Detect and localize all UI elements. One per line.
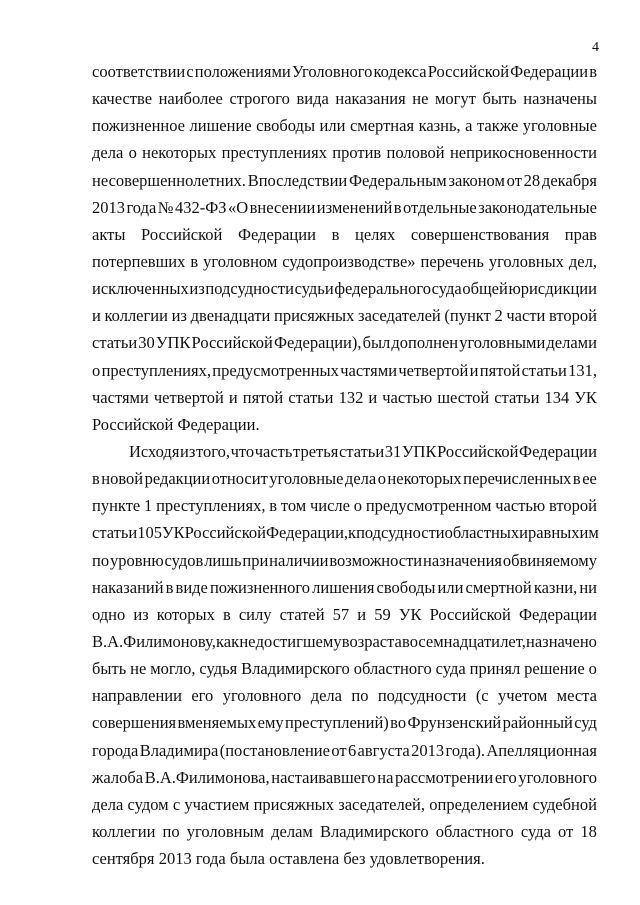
text-word: несовершеннолетних. (92, 170, 246, 190)
text-word: обвиняемому (502, 550, 597, 570)
text-line (92, 574, 597, 601)
text-word: предусмотренном (365, 496, 492, 516)
text-word: Владимирского (319, 821, 429, 841)
text-line (92, 411, 597, 438)
text-word: была (229, 849, 265, 869)
text-word: и (228, 387, 238, 407)
text-word: В.А.Филимонова, (144, 767, 270, 787)
text-word: по (162, 821, 180, 841)
text-word: изменений (316, 197, 393, 217)
text-word: 432-ФЗ (174, 197, 227, 217)
text-word: присяжных (253, 794, 334, 814)
text-word: судьи (294, 279, 334, 299)
text-line (92, 194, 597, 221)
text-word: 57 (332, 604, 350, 624)
text-word: жалоба (92, 767, 144, 787)
text-word: статьи (521, 360, 567, 380)
text-line (92, 601, 597, 628)
text-word: четвертой (153, 387, 224, 407)
text-word: лишь (204, 550, 242, 570)
text-word: 132 (338, 387, 364, 407)
text-word: половой (386, 143, 445, 163)
text-word: Российской (429, 604, 511, 624)
text-word: наличии (269, 550, 329, 570)
text-line (92, 764, 597, 791)
text-word: двенадцати (190, 306, 271, 326)
text-word: качестве (92, 89, 153, 109)
text-word: оставлена (269, 849, 340, 869)
text-word: статей (279, 604, 325, 624)
text-word: перечень (420, 251, 484, 271)
text-word: настаивавшего (271, 767, 376, 787)
text-word: Фрунзенский (407, 713, 502, 733)
text-word: частью (382, 387, 433, 407)
text-word: преступлениях, (101, 360, 211, 380)
text-word: Федерации (518, 604, 597, 624)
text-word: областного (435, 821, 514, 841)
text-word: в (222, 604, 231, 624)
text-word: областных (444, 523, 520, 543)
text-line (92, 357, 597, 384)
text-word: подсудности (356, 523, 445, 543)
text-line (92, 139, 597, 166)
text-word: Федерации (510, 62, 589, 81)
text-word: с (186, 62, 194, 81)
text-word: областного (353, 659, 432, 679)
text-word: как (216, 631, 240, 651)
text-word: числе (309, 496, 350, 516)
text-word: пятой (479, 360, 521, 380)
text-word: о (353, 496, 363, 516)
text-line (92, 547, 597, 574)
text-word: в (92, 469, 100, 489)
text-word: отдельные (402, 197, 477, 217)
text-word: 18 (580, 821, 597, 841)
text-word: к (348, 523, 357, 543)
text-word: кодекса (373, 62, 427, 81)
text-word: некоторых (387, 469, 462, 489)
text-word: уголовные (269, 469, 344, 489)
text-word: Федерации, (265, 523, 349, 543)
text-word: а (465, 116, 473, 136)
text-word: 30 (138, 333, 155, 353)
text-word: пожизненного (209, 577, 311, 597)
text-word: предусмотренных (212, 360, 339, 380)
text-word: от (506, 170, 522, 190)
text-word: определением (429, 794, 529, 814)
text-word: третья (293, 441, 339, 461)
text-word: 2 (494, 306, 503, 326)
text-word: удовлетворения. (369, 849, 485, 869)
text-word: подсудности (377, 686, 467, 706)
text-word: акты (92, 224, 126, 244)
page-number: 4 (592, 40, 599, 55)
text-word: в (589, 62, 597, 81)
text-word: делами (546, 333, 597, 353)
text-word: УПК (401, 441, 437, 461)
text-word: ее (582, 469, 597, 489)
text-word: уголовного (222, 686, 302, 706)
text-word: в (393, 197, 402, 217)
text-word: суда (431, 279, 462, 299)
text-word: или (437, 577, 464, 597)
text-word: потерпевших (92, 251, 186, 271)
text-word: назначены (523, 89, 597, 109)
text-word: законом (448, 170, 505, 190)
text-word: о (92, 360, 101, 380)
text-word: смертной (465, 577, 532, 597)
text-word: и (368, 387, 378, 407)
text-word: и (92, 306, 101, 326)
text-word: федерального (334, 279, 431, 299)
text-line (92, 737, 597, 764)
text-line (92, 384, 597, 411)
text-line (92, 682, 597, 709)
text-word: совершения (92, 713, 177, 733)
text-word: статьи (288, 387, 334, 407)
text-word: лишение (189, 116, 252, 136)
text-word: пятой (242, 387, 284, 407)
text-word: новой (101, 469, 144, 489)
text-word: равных (527, 523, 580, 543)
text-line (92, 302, 597, 329)
text-word: свободы (376, 577, 436, 597)
text-word: положениями (194, 62, 291, 81)
text-word: делам (271, 821, 313, 841)
text-word: соответствии (92, 62, 186, 81)
text-line (92, 818, 597, 845)
text-word: 105 (137, 523, 162, 543)
text-word: был (362, 333, 391, 353)
text-line (92, 58, 597, 85)
text-word: 31 (384, 441, 402, 461)
text-word: лет, (500, 631, 526, 651)
text-word: достигшему (255, 631, 342, 651)
text-word: Российской (141, 224, 223, 244)
text-line (92, 221, 597, 248)
text-word: Российской (92, 414, 174, 434)
text-line (92, 112, 597, 139)
text-word: Российской (191, 333, 273, 353)
text-line (92, 492, 597, 519)
text-word: из (189, 279, 205, 299)
text-line (92, 791, 597, 818)
text-word: от (558, 821, 574, 841)
text-word: Российской (437, 441, 519, 461)
text-word: части (506, 306, 546, 326)
text-word: в (269, 496, 278, 516)
text-word: Впоследствии (247, 170, 348, 190)
text-word: наказания (335, 89, 406, 109)
text-word: в (190, 251, 199, 271)
text-word: коллегии (92, 821, 156, 841)
text-word: по (351, 686, 369, 706)
text-word: Исходя (129, 441, 180, 461)
text-word: законодательные (478, 197, 597, 217)
text-word: года (195, 849, 226, 869)
text-word: относит (211, 469, 268, 489)
text-word: УПК (155, 333, 191, 353)
text-word: уголовным (186, 821, 265, 841)
text-word: некоторых (142, 143, 217, 163)
text-word: Владимира (139, 740, 219, 760)
text-word: дела (92, 143, 124, 163)
text-word: его (191, 686, 214, 706)
text-word: судья (199, 659, 238, 679)
text-word: направлении (92, 686, 182, 706)
text-word: года). (445, 740, 485, 760)
text-word: сентября (92, 849, 155, 869)
text-word: заседателей (358, 306, 441, 326)
text-word: дел, (568, 251, 597, 271)
text-word: уголовном (203, 251, 278, 271)
text-word: что (230, 441, 255, 461)
text-word: против (332, 143, 382, 163)
text-word: дела (92, 794, 124, 814)
text-word: по (92, 550, 110, 570)
text-word: года (126, 197, 157, 217)
text-word: Федерации (519, 441, 597, 461)
text-word: подсудности (205, 279, 294, 299)
text-word: судебной (532, 794, 597, 814)
text-word: им (579, 523, 599, 543)
text-word: шестой (437, 387, 490, 407)
text-word: не (239, 631, 256, 651)
text-line (92, 438, 597, 465)
text-word: Российской (184, 523, 266, 543)
text-line (92, 519, 597, 546)
text-word: без (343, 849, 366, 869)
text-word: его (494, 767, 517, 787)
text-word: места (556, 686, 597, 706)
text-word: судов (164, 550, 204, 570)
text-word: суд (574, 713, 597, 733)
text-word: часть (254, 441, 293, 461)
text-word: из (133, 604, 149, 624)
text-word: исключенных (92, 279, 189, 299)
text-word: которых (156, 604, 215, 624)
text-word: августа (357, 740, 410, 760)
text-word: решение (524, 659, 585, 679)
text-word: декабря (541, 170, 597, 190)
text-word: из (171, 306, 187, 326)
text-word: статьи (338, 441, 385, 461)
text-line (92, 329, 597, 356)
text-word: неприкосновенности (449, 143, 597, 163)
text-word: пункте (92, 496, 141, 516)
text-word: при (242, 550, 269, 570)
text-word: Владимирского (241, 659, 350, 679)
text-word: казни, (533, 577, 578, 597)
text-word: быть (482, 89, 517, 109)
text-word: преступлениях, (156, 496, 266, 516)
text-line (92, 167, 597, 194)
text-word: районный (502, 713, 573, 733)
text-word: целях (354, 224, 396, 244)
text-word: частями (92, 387, 149, 407)
text-word: рассмотрении (395, 767, 494, 787)
text-word: (постановление (219, 740, 330, 760)
body-text (92, 58, 597, 872)
text-word: второй (549, 496, 597, 516)
text-word: наказаний (92, 577, 164, 597)
text-word: перечисленных (463, 469, 572, 489)
text-word: силу (238, 604, 272, 624)
text-word: прав (564, 224, 597, 244)
text-word: могло, (150, 659, 196, 679)
text-word: 59 (374, 604, 391, 624)
text-word: смертная (349, 116, 415, 136)
text-word: совершенствования (410, 224, 550, 244)
text-word: статьи (92, 523, 138, 543)
text-word: четвертой (398, 360, 469, 380)
text-word: о (128, 143, 137, 163)
text-line (92, 465, 597, 492)
text-word: Уголовного (291, 62, 373, 81)
text-word: 131, (568, 360, 597, 380)
text-word: того, (195, 441, 230, 461)
text-word: и (357, 604, 367, 624)
text-word: ему (257, 713, 284, 733)
text-word: Российской (427, 62, 510, 81)
text-word: не (130, 659, 147, 679)
text-word: 2013 (158, 849, 192, 869)
text-word: дополнен (391, 333, 459, 353)
text-word: 1 (144, 496, 153, 516)
text-word: от (331, 740, 347, 760)
text-word: уголовные (522, 116, 597, 136)
text-word: 2013 (411, 740, 445, 760)
text-word: из (180, 441, 196, 461)
text-word: назначения (422, 550, 503, 570)
text-word: казнь, (418, 116, 461, 136)
text-word: суда (520, 821, 551, 841)
text-word: УК (398, 604, 422, 624)
text-word: уголовного (518, 767, 597, 787)
text-word: виде (175, 577, 208, 597)
text-word: учетом (498, 686, 548, 706)
text-line (92, 845, 597, 872)
text-word: могут (434, 89, 476, 109)
text-word: второй (549, 306, 597, 326)
text-word: 134 (544, 387, 570, 407)
text-word: участием (184, 794, 250, 814)
text-word: восемнадцати (402, 631, 500, 651)
text-word: редакции (144, 469, 211, 489)
text-word: дела (310, 686, 342, 706)
text-word: статьи (494, 387, 540, 407)
text-word: и (469, 360, 479, 380)
text-word: в (331, 224, 340, 244)
text-word: принял (469, 659, 521, 679)
text-word: 2013 (92, 197, 125, 217)
text-word: 6 (347, 740, 357, 760)
text-word: преступлениях (221, 143, 327, 163)
text-line (92, 709, 597, 736)
text-word: судопроизводстве» (282, 251, 416, 271)
text-word: или (319, 116, 346, 136)
text-word: возможности (329, 550, 423, 570)
text-word: (пункт (444, 306, 491, 326)
text-word: вменяемых (177, 713, 257, 733)
text-word: в (165, 577, 174, 597)
text-word: на (377, 767, 394, 787)
text-word: в (572, 469, 581, 489)
text-word: Федеральным (348, 170, 447, 190)
text-word: общей (462, 279, 508, 299)
text-word: не (412, 89, 429, 109)
text-word: Федерации. (177, 414, 260, 434)
text-word: судом (127, 794, 169, 814)
text-word: свободы (256, 116, 316, 136)
text-word: быть (92, 659, 127, 679)
text-line (92, 248, 597, 275)
text-word: УК (161, 523, 185, 543)
text-word: 28 (523, 170, 541, 190)
text-line (92, 628, 597, 655)
text-word: также (477, 116, 519, 136)
text-word: том (280, 496, 307, 516)
text-word: пожизненное (92, 116, 186, 136)
text-word: лишения (312, 577, 375, 597)
text-word: частями (340, 360, 398, 380)
text-word: суда (435, 659, 466, 679)
text-word: заседателей, (338, 794, 426, 814)
text-word: (с (475, 686, 489, 706)
text-word: во (390, 713, 407, 733)
text-word: города (92, 740, 139, 760)
text-word: Федерации), (273, 333, 362, 353)
text-word: УК (574, 387, 597, 407)
text-word: и (519, 523, 528, 543)
text-word: назначено (526, 631, 597, 651)
text-word: Апелляционная (486, 740, 597, 760)
text-word: уголовных (488, 251, 564, 271)
text-word: о (588, 659, 597, 679)
text-word: статьи (92, 333, 138, 353)
text-word: уровню (109, 550, 164, 570)
text-word: одно (92, 604, 126, 624)
text-word: № (157, 197, 174, 217)
text-line (92, 85, 597, 112)
text-word: с (172, 794, 181, 814)
text-word: наиболее (158, 89, 223, 109)
text-word: вида (296, 89, 329, 109)
text-word: Федерации (238, 224, 316, 244)
text-word: «О (227, 197, 249, 217)
text-word: внесении (249, 197, 316, 217)
text-word: коллегии (104, 306, 168, 326)
text-line (92, 275, 597, 302)
text-word: о (377, 469, 386, 489)
text-word: ни (579, 577, 597, 597)
text-word: присяжных (274, 306, 355, 326)
text-line (92, 655, 597, 682)
text-word: частью (495, 496, 546, 516)
text-word: возраста (341, 631, 402, 651)
text-word: дела (344, 469, 377, 489)
text-word: преступлений) (285, 713, 389, 733)
text-word: уголовными (459, 333, 546, 353)
text-word: юрисдикции (508, 279, 597, 299)
text-word: В.А.Филимонову, (92, 631, 216, 651)
text-word: строгого (229, 89, 290, 109)
